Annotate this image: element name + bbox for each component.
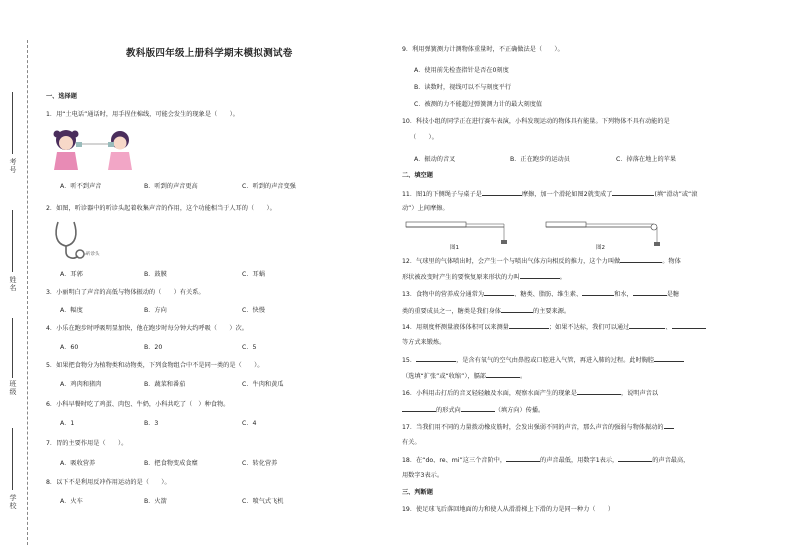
q18-text-b: 的声音最低，用数字1表示， bbox=[540, 457, 619, 464]
q13-blank-4[interactable] bbox=[501, 306, 533, 313]
q12-text-d: 。 bbox=[559, 274, 566, 281]
stethoscope-illustration bbox=[52, 218, 110, 262]
q18-line2: 用数字3表示。 bbox=[402, 472, 444, 479]
binding-label-exam-number: 考号 bbox=[9, 158, 17, 174]
q10-option-b: B．正在跑步的运动员 bbox=[510, 156, 570, 163]
fig1-caption: 图1 bbox=[450, 245, 459, 251]
q3-option-a: A．幅度 bbox=[60, 307, 83, 314]
q5-option-c: C．牛肉和黄瓜 bbox=[242, 381, 284, 388]
q13-line2 bbox=[402, 306, 570, 316]
q16-text-d: （填方向）传播。 bbox=[494, 407, 545, 414]
q8-stem: 8．以下不是利用反冲作用运动的是（ ）。 bbox=[46, 479, 171, 486]
q3-stem: 3．小丽明白了声音的高低与物体振动的（ ）有关系。 bbox=[46, 289, 205, 296]
q14-blank-3[interactable] bbox=[672, 322, 706, 329]
binding-label-class: 班级 bbox=[9, 380, 17, 396]
binding-dashed-line bbox=[27, 40, 28, 545]
q12-line2 bbox=[402, 272, 566, 282]
q7-option-a: A．吸收营养 bbox=[60, 460, 96, 467]
q15-blank-1[interactable] bbox=[416, 355, 456, 362]
q3-option-c: C．快慢 bbox=[242, 307, 265, 314]
q10-option-c: C．掉落在地上的苹果 bbox=[616, 156, 677, 163]
q14-line1 bbox=[402, 322, 706, 332]
q16-blank-3[interactable] bbox=[461, 405, 495, 412]
stethoscope-head-label: 听诊头 bbox=[86, 252, 100, 257]
q14-blank-2[interactable] bbox=[629, 322, 665, 329]
q17-text-a: 17．当我们用不同的力量拨动橡皮筋时，会发出强弱不同的声音，那么声音的强弱与物体振动的 bbox=[402, 424, 664, 431]
q4-stem: 4．小乐在跑步时呼吸明显加快，他在跑步时每分钟大约呼吸（ ）次。 bbox=[46, 325, 248, 332]
q18-text-a: 18．在“do、re、mi”这三个音阶中， bbox=[402, 457, 507, 464]
q15-text-d: 。 bbox=[519, 373, 527, 380]
q15-text-b: ，是含有氧气的空气由鼻腔或口腔进入气管，再进入肺的过程。此时胸腔 bbox=[456, 357, 655, 364]
q6-option-a: A．1 bbox=[60, 420, 75, 427]
q18-blank-1[interactable] bbox=[506, 455, 540, 462]
q14-text-a: 14．用刻度杯测量液体体积可以来测量 bbox=[402, 324, 509, 331]
q6-option-b: B．3 bbox=[144, 420, 159, 427]
q9-option-c: C．被测的力不能超过弹簧测力计的最大刻度值 bbox=[414, 101, 543, 108]
q6-option-c: C．4 bbox=[242, 420, 257, 427]
q16-blank-1[interactable] bbox=[577, 388, 621, 395]
q4-option-a: A．60 bbox=[60, 344, 79, 351]
q15-text-c: （选填“扩张”或“收缩”），膈部 bbox=[402, 373, 486, 380]
tin-can-phone-illustration bbox=[50, 124, 136, 174]
q8-option-a: A．火车 bbox=[60, 498, 83, 505]
q12-text-c: 形状被改变时产生的要恢复原来形状的力叫 bbox=[402, 274, 520, 281]
q18-text-c: 的声音最高， bbox=[652, 457, 690, 464]
q12-line1 bbox=[402, 256, 681, 266]
q11-blank-1[interactable] bbox=[482, 189, 522, 196]
q1-stem: 1．用“土电话”通话时，用手捏住棉线，可能会发生的现象是（ ）。 bbox=[46, 111, 239, 118]
binding-label-school: 学校 bbox=[9, 494, 17, 510]
q8-option-b: B．火箭 bbox=[144, 498, 167, 505]
q15-blank-2[interactable] bbox=[654, 355, 684, 362]
binding-margin bbox=[0, 0, 44, 550]
q16-text-c: 的形式向 bbox=[436, 407, 461, 414]
q1-option-c: C．听到的声音变强 bbox=[242, 183, 296, 190]
q1-option-b: B．听到的声音更高 bbox=[144, 183, 198, 190]
q13-line1 bbox=[402, 289, 679, 299]
q4-option-c: C．5 bbox=[242, 344, 257, 351]
q8-option-c: C．喷气式飞机 bbox=[242, 498, 284, 505]
binding-underline-1 bbox=[12, 92, 13, 154]
q5-option-b: B．蔬菜和番茄 bbox=[144, 381, 186, 388]
q13-text-a: 13．食物中的营养成分通常为 bbox=[402, 291, 485, 298]
q14-blank-1[interactable] bbox=[509, 322, 549, 329]
q11-text-c: (填“滑动”或“滚 bbox=[654, 191, 698, 198]
q18-line1 bbox=[402, 455, 689, 465]
q3-option-b: B．方向 bbox=[144, 307, 167, 314]
q11-text-a: 11．图1的下侧绳子与桌子是 bbox=[402, 191, 482, 198]
q9-stem: 9．利用弹簧测力计测物体重量时，不正确做法是（ ）。 bbox=[402, 46, 564, 53]
binding-label-name: 姓名 bbox=[9, 276, 17, 292]
q11-line1 bbox=[402, 189, 697, 199]
q13-text-b: 、糖类、脂肪、维生素、 bbox=[514, 291, 583, 298]
q10-option-a: A．振动的音叉 bbox=[414, 156, 456, 163]
q15-text-a: 15． bbox=[402, 357, 417, 364]
q2-option-c: C．耳蜗 bbox=[242, 271, 265, 278]
q15-line2 bbox=[402, 371, 526, 381]
exam-title: 教科版四年级上册科学期末模拟测试卷 bbox=[126, 48, 293, 59]
q13-text-f: 的主要来源。 bbox=[533, 308, 571, 315]
q11-text-b: 摩擦，加一个滑轮如图2就变成了 bbox=[521, 191, 613, 198]
q17-line1 bbox=[402, 422, 674, 432]
q16-blank-2[interactable] bbox=[402, 405, 436, 412]
q12-text-a: 12．气球里的气体喷出时，会产生一个与喷出气体方向相反的推力，这个力叫做 bbox=[402, 258, 621, 265]
q9-option-a: A．使用前先检查指针是否在0刻度 bbox=[414, 67, 509, 74]
q14-text-c: 、 bbox=[665, 324, 672, 331]
q1-option-a: A．听不到声音 bbox=[60, 183, 102, 190]
q10-stem-line1: 10．科技小组的同学正在进行赛车表演，小科发现运动的物体具有能量。下列物体不具有动能的是 bbox=[402, 118, 670, 125]
q14-text-b: ；如果不达标，我们可以通过 bbox=[548, 324, 630, 331]
q19-stem: 19．使足球飞后落回地面的力和使人从滑滑梯上下滑的力是同一种力（ ） bbox=[402, 506, 615, 513]
q2-stem: 2．如图，听诊器中的听诊头起着收集声音的作用，这个功能相当于人耳的（ ）。 bbox=[46, 205, 276, 212]
q7-option-c: C．转化营养 bbox=[242, 460, 278, 467]
q15-line1 bbox=[402, 355, 684, 365]
q7-option-b: B．把食物变成食糜 bbox=[144, 460, 198, 467]
q18-blank-2[interactable] bbox=[618, 455, 652, 462]
q5-option-a: A．鸡肉和猪肉 bbox=[60, 381, 102, 388]
section-choice-heading: 一、选择题 bbox=[46, 93, 77, 100]
q5-stem: 5．如果把食物分为植物类和动物类，下列食物组合中不是同一类的是（ ）。 bbox=[46, 362, 264, 369]
q15-blank-3[interactable] bbox=[486, 371, 520, 378]
q13-blank-2[interactable] bbox=[582, 289, 614, 296]
q13-blank-1[interactable] bbox=[484, 289, 514, 296]
q12-blank-1[interactable] bbox=[620, 256, 662, 263]
binding-underline-2 bbox=[12, 210, 13, 272]
q10-stem-line2: （ ）。 bbox=[410, 134, 438, 141]
q2-option-a: A．耳郭 bbox=[60, 271, 83, 278]
binding-underline-4 bbox=[12, 428, 13, 490]
q17-line2: 有关。 bbox=[402, 439, 421, 446]
q2-option-b: B．鼓膜 bbox=[144, 271, 167, 278]
q16-line1 bbox=[402, 388, 658, 398]
q9-option-b: B．读数时，视线可以不与刻度平行 bbox=[414, 84, 512, 91]
q14-line2: 等方式来锻炼。 bbox=[402, 339, 446, 346]
binding-underline-3 bbox=[12, 318, 13, 378]
section-fill-heading: 二、填空题 bbox=[402, 172, 433, 179]
q6-stem: 6．小科早餐时吃了鸡蛋、肉包、牛奶，小科共吃了（ ）种食物。 bbox=[46, 401, 230, 408]
q16-text-a: 16．小科用击打后的音叉轻轻触及水面，观察水面产生的现象是 bbox=[402, 390, 577, 397]
q13-text-c: 和水， bbox=[614, 291, 633, 298]
section-judge-heading: 三、判断题 bbox=[402, 489, 433, 496]
q12-text-b: 。物体 bbox=[662, 258, 681, 265]
q16-line2 bbox=[402, 405, 544, 415]
q7-stem: 7．胃的主要作用是（ ）。 bbox=[46, 440, 128, 447]
q11-line2: 动”）上间摩擦。 bbox=[402, 205, 449, 212]
q12-blank-2[interactable] bbox=[520, 272, 560, 279]
q13-text-e: 类的重要成员之一，糖类是我们身体 bbox=[402, 308, 501, 315]
q16-text-b: ，说明声音以 bbox=[620, 390, 659, 397]
q11-blank-2[interactable] bbox=[612, 189, 654, 196]
q17-blank-1[interactable] bbox=[664, 422, 674, 429]
q13-text-d: 是糖 bbox=[666, 291, 680, 298]
fig2-caption: 图2 bbox=[596, 245, 605, 251]
q13-blank-3[interactable] bbox=[633, 289, 667, 296]
q4-option-b: B．20 bbox=[144, 344, 163, 351]
